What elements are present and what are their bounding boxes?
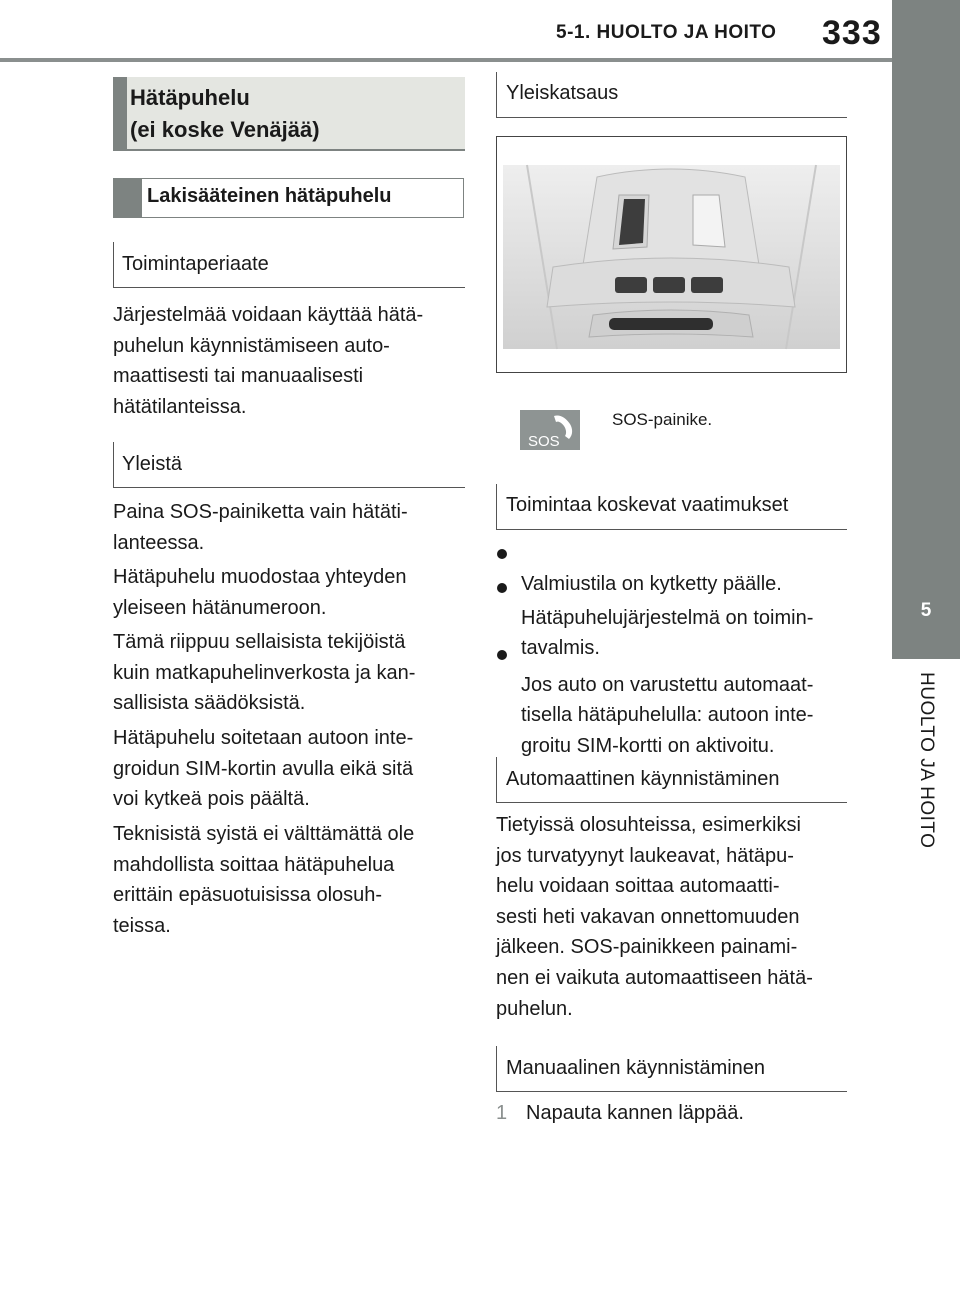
overview-heading: Yleiskatsaus [506, 82, 619, 104]
requirement-text-2: Hätäpuhelujärjestelmä on toimin- tavalmis. [521, 606, 814, 660]
page-number: 333 [822, 14, 882, 52]
requirement-item-3 [521, 639, 851, 761]
general-heading: Yleistä [122, 453, 183, 475]
general-paragraph-4: Hätäpuhelu soitetaan autoon inte- groidun SIM-kortin avulla eikä sitä voi kytkeä pois päältä. [113, 727, 414, 811]
automatic-text: Tietyissä olosuhteissa, esimerkiksi jos turvatyynyt laukeavat, hätäpu- helu voidaan soittaa automaatti- sesti heti vakavan onnettomuuden jälkeen. SOS-painikkeen painami- nen ei vaikuta automaattiseen hätä- puhelun. [496, 814, 813, 1020]
bullet-dot [497, 583, 507, 593]
general-paragraph-1: Paina SOS-painiketta vain hätäti- lanteessa. [113, 501, 408, 554]
chapter-number: 5 [920, 600, 932, 621]
sos-caption: SOS-painike. [612, 410, 713, 429]
bullet-dot [497, 650, 507, 660]
step-number: 1 [496, 1102, 508, 1124]
general-paragraph-3: Tämä riippuu sellaisista tekijöistä kuin matkapuhelinverkosta ja kan- sallisista säädöksistä. [113, 631, 416, 715]
step-text: Napauta kannen läppää. [526, 1102, 744, 1124]
general-paragraph-2: Hätäpuhelu muodostaa yhteyden yleiseen hätänumeroon. [113, 566, 407, 619]
overhead-console-illustration [497, 137, 846, 372]
main-heading-line1: Hätäpuhelu [130, 85, 250, 110]
sub-heading-accent-bar [114, 179, 142, 217]
main-heading [130, 82, 320, 146]
sos-phone-icon [520, 410, 580, 450]
overhead-console-image [496, 136, 847, 373]
chapter-tab [892, 0, 960, 659]
sos-button-icon [520, 410, 580, 450]
requirement-text-1: Valmiustila on kytketty päälle. [521, 572, 782, 595]
sos-icon-label: SOS [528, 433, 560, 450]
requirement-text-3: Jos auto on varustettu automaat- tisella hätäpuhelulla: autoon inte- groitu SIM-kortti on aktivoitu. [521, 673, 814, 757]
manual-heading: Manuaalinen käynnistäminen [506, 1057, 766, 1079]
general-paragraph-5: Teknisistä syistä ei välttämättä ole mahdollista soittaa hätäpuhelua erittäin epäsuotuisissa olosuh- teissa. [113, 823, 415, 937]
sub-heading: Lakisääteinen hätäpuhelu [147, 185, 392, 207]
principle-heading: Toimintaperiaate [122, 253, 269, 275]
main-heading-line2: (ei koske Venäjää) [130, 117, 320, 142]
heading-rule [113, 149, 465, 151]
bullet-dot [497, 549, 507, 559]
header-rule [0, 58, 960, 62]
automatic-heading: Automaattinen käynnistäminen [506, 768, 780, 790]
requirements-heading: Toimintaa koskevat vaatimukset [506, 494, 789, 516]
heading-accent-bar [113, 77, 127, 151]
section-title: 5-1. HUOLTO JA HOITO [556, 22, 777, 43]
chapter-label: HUOLTO JA HOITO [916, 672, 937, 849]
principle-text: Järjestelmää voidaan käyttää hätä- puhelun käynnistämiseen auto- maattisesti tai manuaalisesti hätätilanteissa. [113, 304, 424, 418]
